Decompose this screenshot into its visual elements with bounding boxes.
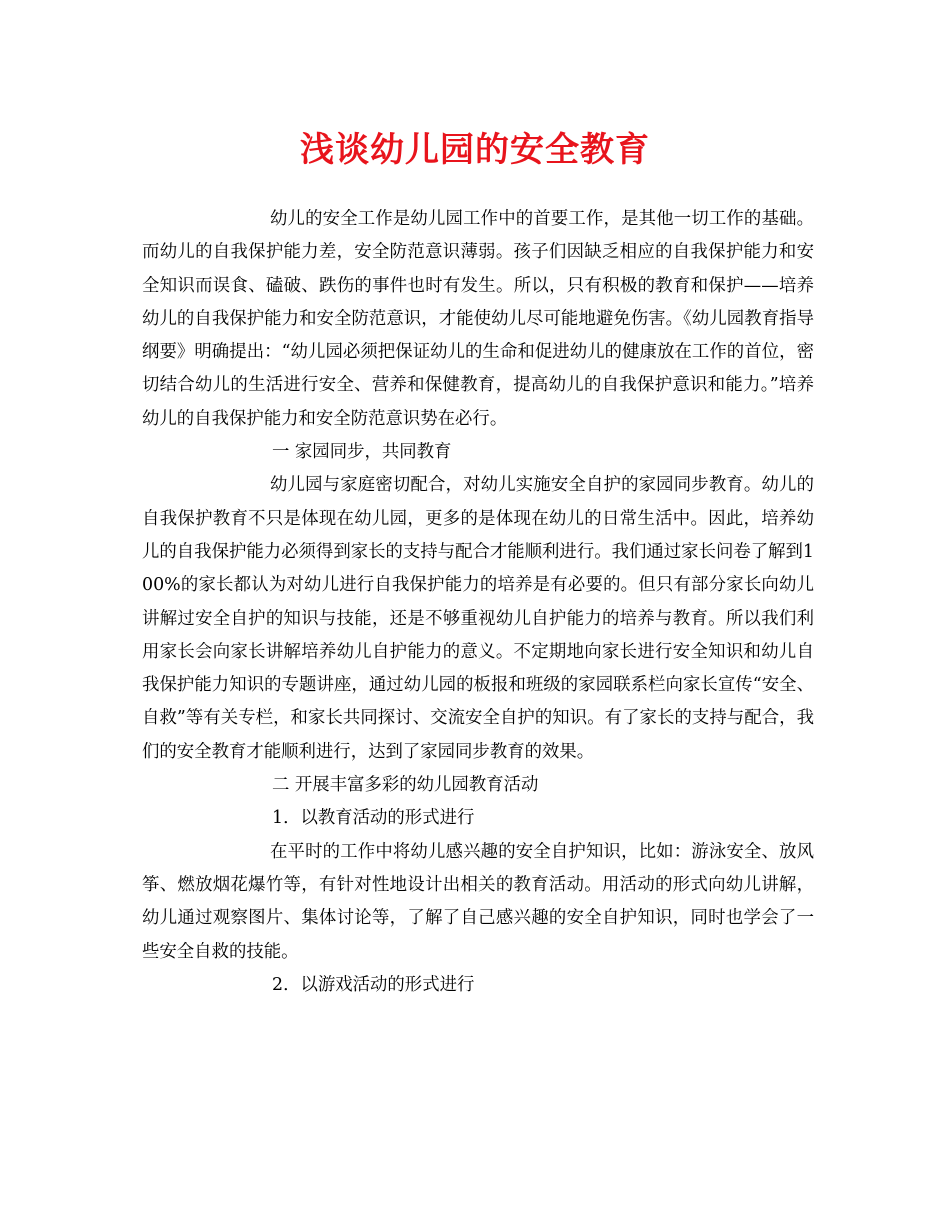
section-1-heading: 一 家园同步，共同教育 [272, 442, 452, 463]
document-title: 浅谈幼儿园的安全教育 [300, 130, 650, 170]
section-2-heading: 二 开展丰富多彩的幼儿园教育活动 [272, 775, 539, 796]
subsection-2-heading: 2．以游戏活动的形式进行 [272, 974, 475, 995]
section-1-paragraph: 幼儿园与家庭密切配合，对幼儿实施安全自护的家园同步教育。幼儿的自我保护教育不只是体现在幼儿园，更多的是体现在幼儿的日常生活中。因此，培养幼儿的自我保护能力必须得到家长的支持与配合才能顺利进行。我们通过家长问卷了解到100%的家长都认为对幼儿进行自我保护能力的培养是有必要的。但只有部分家长向幼儿讲解过安全自护的知识与技能，还是不够重视幼儿自护能力的培养与教育。所以我们利用家长会向家长讲解培养幼儿自护能力的意义。不定期地向家长进行安全知识和幼儿自我保护能力知识的专题讲座，通过幼儿园的板报和班级的家园联系栏向家长宣传“安全、自救”等有关专栏，和家长共同探讨、交流安全自护的知识。有了家长的支持与配合，我们的安全教育才能顺利进行，达到了家园同步教育的效果。 [142, 475, 814, 762]
document-body [142, 203, 814, 1002]
intro-paragraph: 幼儿的安全工作是幼儿园工作中的首要工作，是其他一切工作的基础。而幼儿的自我保护能力差，安全防范意识薄弱。孩子们因缺乏相应的自我保护能力和安全知识而误食、磕破、跌伤的事件也时有发生。所以，只有积极的教育和保护——培养幼儿的自我保护能力和安全防范意识，才能使幼儿尽可能地避免伤害。《幼儿园教育指导纲要》明确提出：“幼儿园必须把保证幼儿的生命和促进幼儿的健康放在工作的首位，密切结合幼儿的生活进行安全、营养和保健教育，提高幼儿的自我保护意识和能力。”培养幼儿的自我保护能力和安全防范意识势在必行。 [142, 209, 814, 429]
subsection-1-paragraph: 在平时的工作中将幼儿感兴趣的安全自护知识，比如：游泳安全、放风筝、燃放烟花爆竹等，有针对性地设计出相关的教育活动。用活动的形式向幼儿讲解，幼儿通过观察图片、集体讨论等，了解了自己感兴趣的安全自护知识，同时也学会了一些安全自救的技能。 [142, 841, 814, 962]
subsection-1-heading: 1．以教育活动的形式进行 [272, 808, 475, 829]
